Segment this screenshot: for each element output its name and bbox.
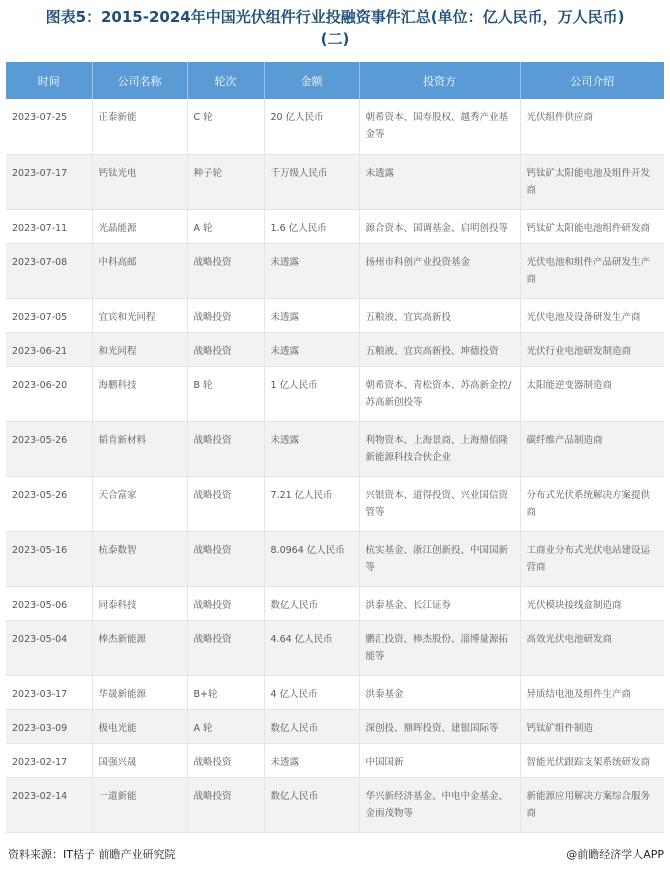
cell-round: 战略投资: [187, 620, 264, 675]
source-note: 资料来源：IT桔子 前瞻产业研究院: [8, 848, 176, 861]
cell-amount: 未透露: [264, 421, 359, 476]
cell-company: 光晶能源: [92, 209, 187, 243]
cell-intro: 太阳能逆变器制造商: [520, 366, 664, 421]
cell-round: 战略投资: [187, 531, 264, 586]
cell-round: A 轮: [187, 209, 264, 243]
cell-investors: 深创投、鼎晖投资、建银国际等: [359, 709, 520, 743]
cell-date: 2023-05-26: [6, 421, 92, 476]
title-line-1: 图表5：2015-2024年中国光伏组件行业投融资事件汇总(单位：亿人民币，万人民币): [45, 8, 625, 26]
cell-amount: 千万级人民币: [264, 154, 359, 209]
cell-company: 宜宾和光同程: [92, 298, 187, 332]
cell-round: 战略投资: [187, 777, 264, 832]
cell-round: 战略投资: [187, 298, 264, 332]
column-header-intro: 公司介绍: [520, 62, 664, 99]
cell-investors: 洪泰基金、长江证券: [359, 586, 520, 620]
cell-date: 2023-07-05: [6, 298, 92, 332]
cell-round: B 轮: [187, 366, 264, 421]
cell-amount: 4.64 亿人民币: [264, 620, 359, 675]
cell-company: 华晟新能源: [92, 675, 187, 709]
cell-date: 2023-07-25: [6, 99, 92, 154]
table-row: [6, 476, 664, 531]
cell-amount: 1 亿人民币: [264, 366, 359, 421]
table-row: [6, 366, 664, 421]
cell-intro: 光伏模块接线盒制造商: [520, 586, 664, 620]
cell-date: 2023-02-14: [6, 777, 92, 832]
cell-investors: 未透露: [359, 154, 520, 209]
cell-round: C 轮: [187, 99, 264, 154]
title-line-2: (二): [320, 30, 350, 48]
table-row: [6, 154, 664, 209]
table-row: [6, 209, 664, 243]
cell-company: 天合富家: [92, 476, 187, 531]
cell-amount: 未透露: [264, 243, 359, 298]
cell-company: 韬肯新材料: [92, 421, 187, 476]
table-row: [6, 709, 664, 743]
cell-intro: 光伏组件供应商: [520, 99, 664, 154]
cell-investors: 杭实基金、浙江创新投、中国国新等: [359, 531, 520, 586]
cell-intro: 钙钛矿太阳能电池及组件开发商: [520, 154, 664, 209]
cell-intro: 碳纤维产品制造商: [520, 421, 664, 476]
cell-intro: 钙钛矿太阳能电池组件研发商: [520, 209, 664, 243]
cell-date: 2023-07-08: [6, 243, 92, 298]
cell-company: 钙钛光电: [92, 154, 187, 209]
cell-date: 2023-05-16: [6, 531, 92, 586]
cell-investors: 华兴新经济基金、中电中金基金、金雨茂物等: [359, 777, 520, 832]
table-row: [6, 421, 664, 476]
table-row: [6, 531, 664, 586]
cell-amount: 数亿人民币: [264, 586, 359, 620]
cell-intro: 分布式光伏系统解决方案提供商: [520, 476, 664, 531]
cell-amount: 20 亿人民币: [264, 99, 359, 154]
cell-amount: 8.0964 亿人民币: [264, 531, 359, 586]
page-title: [0, 6, 670, 50]
cell-round: 战略投资: [187, 743, 264, 777]
cell-date: 2023-03-09: [6, 709, 92, 743]
cell-investors: 五粮液、宜宾高新投、坤德投资: [359, 332, 520, 366]
cell-round: 战略投资: [187, 332, 264, 366]
cell-company: 国强兴晟: [92, 743, 187, 777]
cell-company: 海鹏科技: [92, 366, 187, 421]
cell-company: 和光同程: [92, 332, 187, 366]
column-header-date: 时间: [6, 62, 92, 99]
column-header-company: 公司名称: [92, 62, 187, 99]
table-row: [6, 298, 664, 332]
cell-investors: 鹏汇投资、棒杰股份、淄博量源拓能等: [359, 620, 520, 675]
cell-date: 2023-05-04: [6, 620, 92, 675]
table-row: [6, 620, 664, 675]
cell-investors: 朝希资本、青松资本、苏高新金控/苏高新创投等: [359, 366, 520, 421]
table-row: [6, 586, 664, 620]
table-row: [6, 243, 664, 298]
cell-round: B+轮: [187, 675, 264, 709]
cell-intro: 钙钛矿组件制造: [520, 709, 664, 743]
cell-round: 战略投资: [187, 421, 264, 476]
table-row: [6, 743, 664, 777]
cell-date: 2023-02-17: [6, 743, 92, 777]
cell-company: 棒杰新能源: [92, 620, 187, 675]
cell-date: 2023-07-17: [6, 154, 92, 209]
table-row: [6, 777, 664, 832]
cell-intro: 光伏电池及设备研发生产商: [520, 298, 664, 332]
cell-investors: 朝希资本、国寿股权、越秀产业基金等: [359, 99, 520, 154]
cell-intro: 光伏行业电池研发制造商: [520, 332, 664, 366]
cell-amount: 未透露: [264, 298, 359, 332]
cell-investors: 洪泰基金: [359, 675, 520, 709]
cell-round: 战略投资: [187, 243, 264, 298]
column-header-round: 轮次: [187, 62, 264, 99]
cell-company: 杭泰数智: [92, 531, 187, 586]
table-row: [6, 675, 664, 709]
cell-date: 2023-05-06: [6, 586, 92, 620]
cell-company: 极电光能: [92, 709, 187, 743]
table-row: [6, 332, 664, 366]
cell-investors: 源合资本、国调基金、启明创投等: [359, 209, 520, 243]
cell-date: 2023-07-11: [6, 209, 92, 243]
cell-company: 中科高邮: [92, 243, 187, 298]
cell-round: 战略投资: [187, 476, 264, 531]
cell-round: 种子轮: [187, 154, 264, 209]
cell-intro: 新能源应用解决方案综合服务商: [520, 777, 664, 832]
cell-investors: 五粮液、宜宾高新投: [359, 298, 520, 332]
column-header-amount: 金额: [264, 62, 359, 99]
cell-investors: 利物资本、上海景商、上海鼎佰隆新能源科技合伙企业: [359, 421, 520, 476]
cell-amount: 未透露: [264, 332, 359, 366]
brand-credit: @前瞻经济学人APP: [566, 848, 664, 861]
cell-date: 2023-06-20: [6, 366, 92, 421]
cell-investors: 兴银资本、道得投资、兴业国信资管等: [359, 476, 520, 531]
cell-intro: 智能光伏跟踪支架系统研发商: [520, 743, 664, 777]
cell-date: 2023-05-26: [6, 476, 92, 531]
cell-date: 2023-03-17: [6, 675, 92, 709]
cell-round: 战略投资: [187, 586, 264, 620]
column-header-investors: 投资方: [359, 62, 520, 99]
cell-amount: 未透露: [264, 743, 359, 777]
cell-investors: 中国国新: [359, 743, 520, 777]
cell-company: 一道新能: [92, 777, 187, 832]
cell-intro: 高效光伏电池研发商: [520, 620, 664, 675]
cell-amount: 1.6 亿人民币: [264, 209, 359, 243]
cell-amount: 4 亿人民币: [264, 675, 359, 709]
cell-investors: 扬州市科创产业投资基金: [359, 243, 520, 298]
cell-date: 2023-06-21: [6, 332, 92, 366]
cell-amount: 数亿人民币: [264, 777, 359, 832]
cell-round: A 轮: [187, 709, 264, 743]
table-row: [6, 99, 664, 154]
cell-intro: 光伏电池和组件产品研发生产商: [520, 243, 664, 298]
cell-company: 同泰科技: [92, 586, 187, 620]
cell-amount: 7.21 亿人民币: [264, 476, 359, 531]
table-header-row: [6, 62, 664, 99]
cell-company: 正泰新能: [92, 99, 187, 154]
cell-intro: 工商业分布式光伏电站建设运营商: [520, 531, 664, 586]
investment-table: [6, 62, 664, 833]
cell-intro: 异质结电池及组件生产商: [520, 675, 664, 709]
cell-amount: 数亿人民币: [264, 709, 359, 743]
